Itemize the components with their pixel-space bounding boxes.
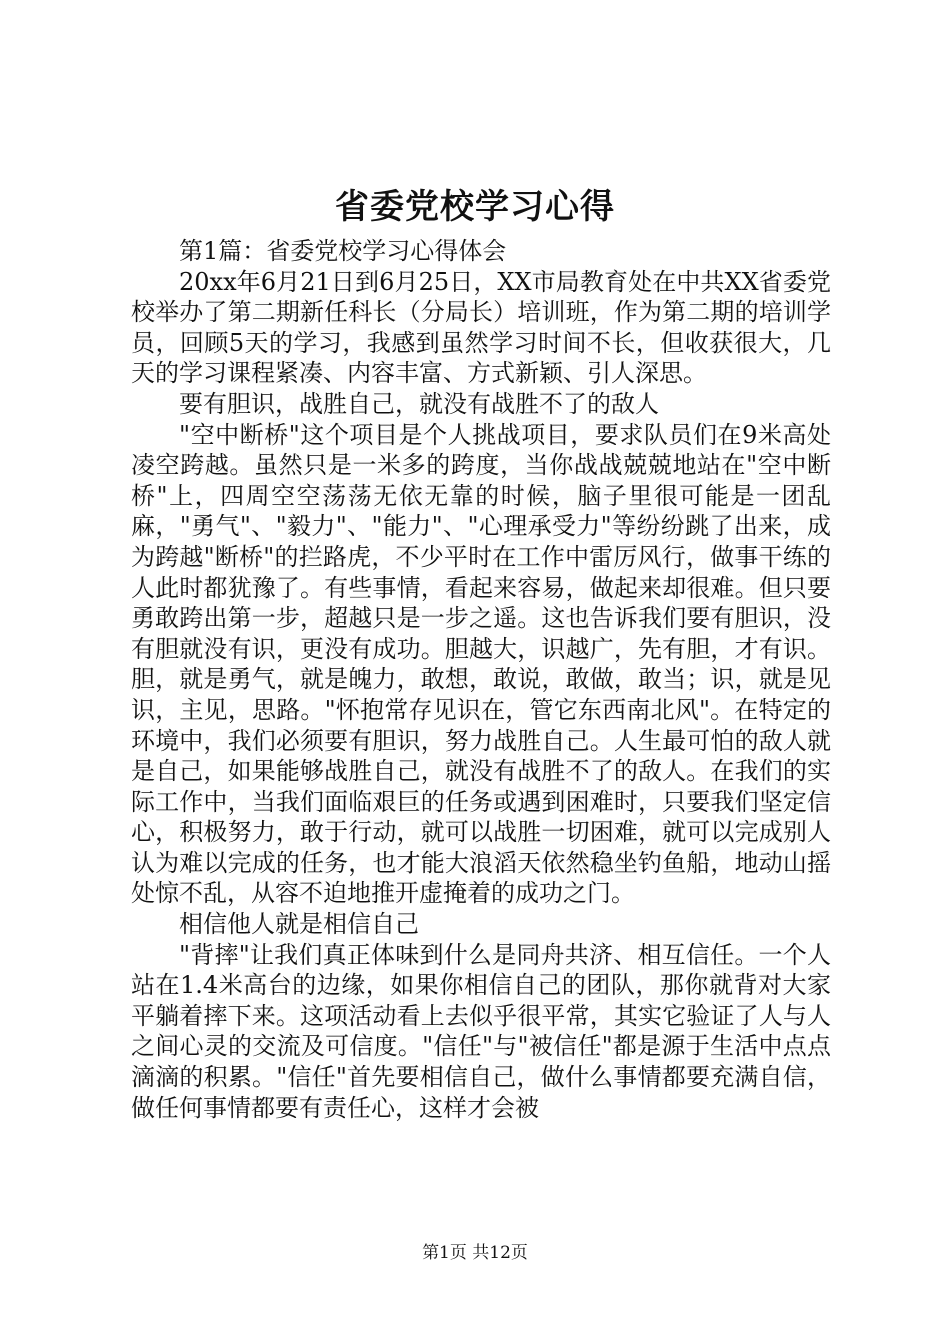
body-paragraph: 20xx年6月21日到6月25日，XX市局教育处在中共XX省委党校举办了第二期新任科长（分局长）培训班，作为第二期的培训学员，回顾5天的学习，我感到虽然学习时间不长，但收获很大，几天的学习课程紧凑、内容丰富、方式新颖、引人深思。 — [131, 267, 831, 388]
document-title: 省委党校学习心得 — [335, 187, 615, 227]
body-paragraph: "空中断桥"这个项目是个人挑战项目，要求队员们在9米高处凌空跨越。虽然只是一米多的跨度，当你战战兢兢地站在"空中断桥"上，四周空空荡荡无依无靠的时候，脑子里很可能是一团乱麻，"勇气"、"毅力"、"能力"、"心理承受力"等纷纷跳了出来，成为跨越"断桥"的拦路虎，不少平时在工作中雷厉风行，做事干练的人此时都犹豫了。有些事情，看起来容易，做起来却很难。但只要勇敢跨出第一步，超越只是一步之遥。这也告诉我们要有胆识，没有胆就没有识，更没有成功。胆越大，识越广，先有胆，才有识。胆，就是勇气，就是魄力，敢想，敢说，敢做，敢当；识，就是见识，主见，思路。"怀抱常存见识在，管它东西南北风"。在特定的环境中，我们必须要有胆识，努力战胜自己。人生最可怕的敌人就是自己，如果能够战胜自己，就没有战胜不了的敌人。在我们的实际工作中，当我们面临艰巨的任务或遇到困难时，只要我们坚定信心，积极努力，敢于行动，就可以战胜一切困难，就可以完成别人认为难以完成的任务，也才能大浪滔天依然稳坐钓鱼船，地动山摇处惊不乱，从容不迫地推开虚掩着的成功之门。 — [131, 420, 831, 908]
page-footer: 第1页 共12页 — [422, 1243, 528, 1263]
section-heading: 要有胆识，战胜自己，就没有战胜不了的敌人 — [179, 389, 659, 418]
chapter-heading: 第1篇：省委党校学习心得体会 — [179, 237, 507, 265]
section-heading: 相信他人就是相信自己 — [179, 910, 419, 939]
body-paragraph: "背摔"让我们真正体味到什么是同舟共济、相互信任。一个人站在1.4米高台的边缘，如果你相信自己的团队，那你就背对大家平躺着摔下来。这项活动看上去似乎很平常，其实它验证了人与人之间心灵的交流及可信度。"信任"与"被信任"都是源于生活中点点滴滴的积累。"信任"首先要相信自己，做什么事情都要充满自信，做任何事情都要有责任心，这样才会被 — [131, 940, 831, 1122]
document-body — [131, 236, 831, 1123]
